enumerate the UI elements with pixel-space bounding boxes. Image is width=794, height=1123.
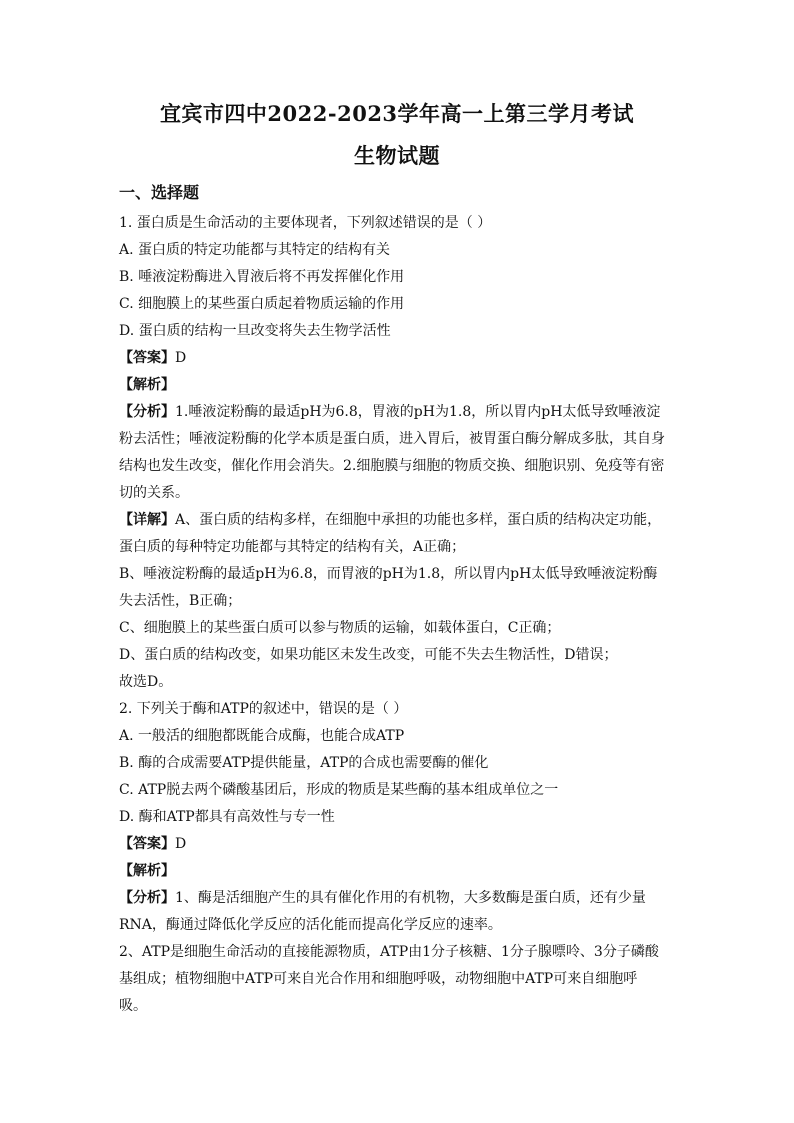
text-line: [119, 750, 679, 777]
line-text: D、蛋白质的结构改变，如果功能区未发生改变，可能不失去生物活性，D错误；: [119, 647, 618, 663]
line-text: 1、酶是活细胞产生的具有催化作用的有机物，大多数酶是蛋白质，还有少量: [175, 890, 646, 906]
text-line: [119, 318, 679, 345]
text-line: [119, 291, 679, 318]
line-text: A、蛋白质的结构多样，在细胞中承担的功能也多样，蛋白质的结构决定功能，: [175, 512, 662, 528]
line-text: 蛋白质的每种特定功能都与其特定的结构有关，A正确；: [119, 539, 466, 555]
text-line: [119, 588, 679, 615]
text-line: [119, 507, 679, 534]
line-text: 失去活性，B正确；: [119, 593, 242, 609]
document-body: [119, 210, 679, 1020]
text-line: [119, 453, 679, 480]
text-line: [119, 723, 679, 750]
line-text: 2. 下列关于酶和ATP的叙述中，错误的是（ ）: [119, 701, 408, 717]
text-line: [119, 237, 679, 264]
line-text: C、细胞膜上的某些蛋白质可以参与物质的运输，如载体蛋白，C正确；: [119, 620, 561, 636]
text-line: [119, 669, 679, 696]
line-text: 切的关系。: [119, 485, 189, 501]
line-text: D: [175, 350, 187, 366]
line-text: D. 酶和ATP都具有高效性与专一性: [119, 809, 335, 825]
line-text: C. ATP脱去两个磷酸基团后，形成的物质是某些酶的基本组成单位之一: [119, 782, 559, 798]
text-line: [119, 993, 679, 1020]
text-line: [119, 912, 679, 939]
text-line: [119, 615, 679, 642]
text-line: [119, 561, 679, 588]
line-text: 1. 蛋白质是生命活动的主要体现者，下列叙述错误的是（ ）: [119, 215, 492, 231]
line-tag: 【答案】: [119, 350, 175, 366]
document-title: 宜宾市四中2022-2023学年高一上第三学月考试: [159, 101, 635, 126]
line-text: 故选D。: [119, 674, 173, 690]
line-text: A. 一般活的细胞都既能合成酶，也能合成ATP: [119, 728, 405, 744]
text-line: [119, 885, 679, 912]
text-line: [119, 696, 679, 723]
line-text: B. 酶的合成需要ATP提供能量，ATP的合成也需要酶的催化: [119, 755, 489, 771]
text-line: [119, 642, 679, 669]
section-heading: 一、选择题: [119, 183, 200, 202]
text-line: [119, 804, 679, 831]
line-tag: 【答案】: [119, 836, 175, 852]
text-line: [119, 210, 679, 237]
line-text: 2、ATP是细胞生命活动的直接能源物质，ATP由1分子核糖、1分子腺嘌呤、3分子磷酸: [119, 944, 659, 960]
document-subtitle: 生物试题: [354, 143, 440, 168]
line-text: 吸。: [119, 998, 147, 1014]
text-line: [119, 831, 679, 858]
line-text: B. 唾液淀粉酶进入胃液后将不再发挥催化作用: [119, 269, 405, 285]
line-text: D. 蛋白质的结构一旦改变将失去生物学活性: [119, 323, 391, 339]
text-line: [119, 939, 679, 966]
line-text: 基组成；植物细胞中ATP可来自光合作用和细胞呼吸，动物细胞中ATP可来自细胞呼: [119, 971, 638, 987]
line-tag: 【解析】: [119, 377, 175, 393]
line-tag: 【分析】: [119, 890, 175, 906]
text-line: [119, 858, 679, 885]
text-line: [119, 966, 679, 993]
text-line: [119, 372, 679, 399]
line-tag: 【详解】: [119, 512, 175, 528]
line-text: RNA，酶通过降低化学反应的活化能而提高化学反应的速率。: [119, 917, 502, 933]
line-text: 粉去活性；唾液淀粉酶的化学本质是蛋白质，进入胃后，被胃蛋白酶分解成多肽，其自身: [119, 431, 665, 447]
line-text: 结构也发生改变，催化作用会消失。2.细胞膜与细胞的物质交换、细胞识别、免疫等有密: [119, 458, 665, 474]
line-text: B、唾液淀粉酶的最适pH为6.8，而胃液的pH为1.8，所以胃内pH太低导致唾液淀粉酶: [119, 566, 658, 582]
text-line: [119, 426, 679, 453]
text-line: [119, 345, 679, 372]
text-line: [119, 534, 679, 561]
line-text: C. 细胞膜上的某些蛋白质起着物质运输的作用: [119, 296, 405, 312]
text-line: [119, 777, 679, 804]
line-tag: 【分析】: [119, 404, 175, 420]
text-line: [119, 399, 679, 426]
text-line: [119, 480, 679, 507]
line-text: 1.唾液淀粉酶的最适pH为6.8，胃液的pH为1.8，所以胃内pH太低导致唾液淀: [175, 404, 661, 420]
line-text: A. 蛋白质的特定功能都与其特定的结构有关: [119, 242, 391, 258]
line-tag: 【解析】: [119, 863, 175, 879]
line-text: D: [175, 836, 187, 852]
text-line: [119, 264, 679, 291]
